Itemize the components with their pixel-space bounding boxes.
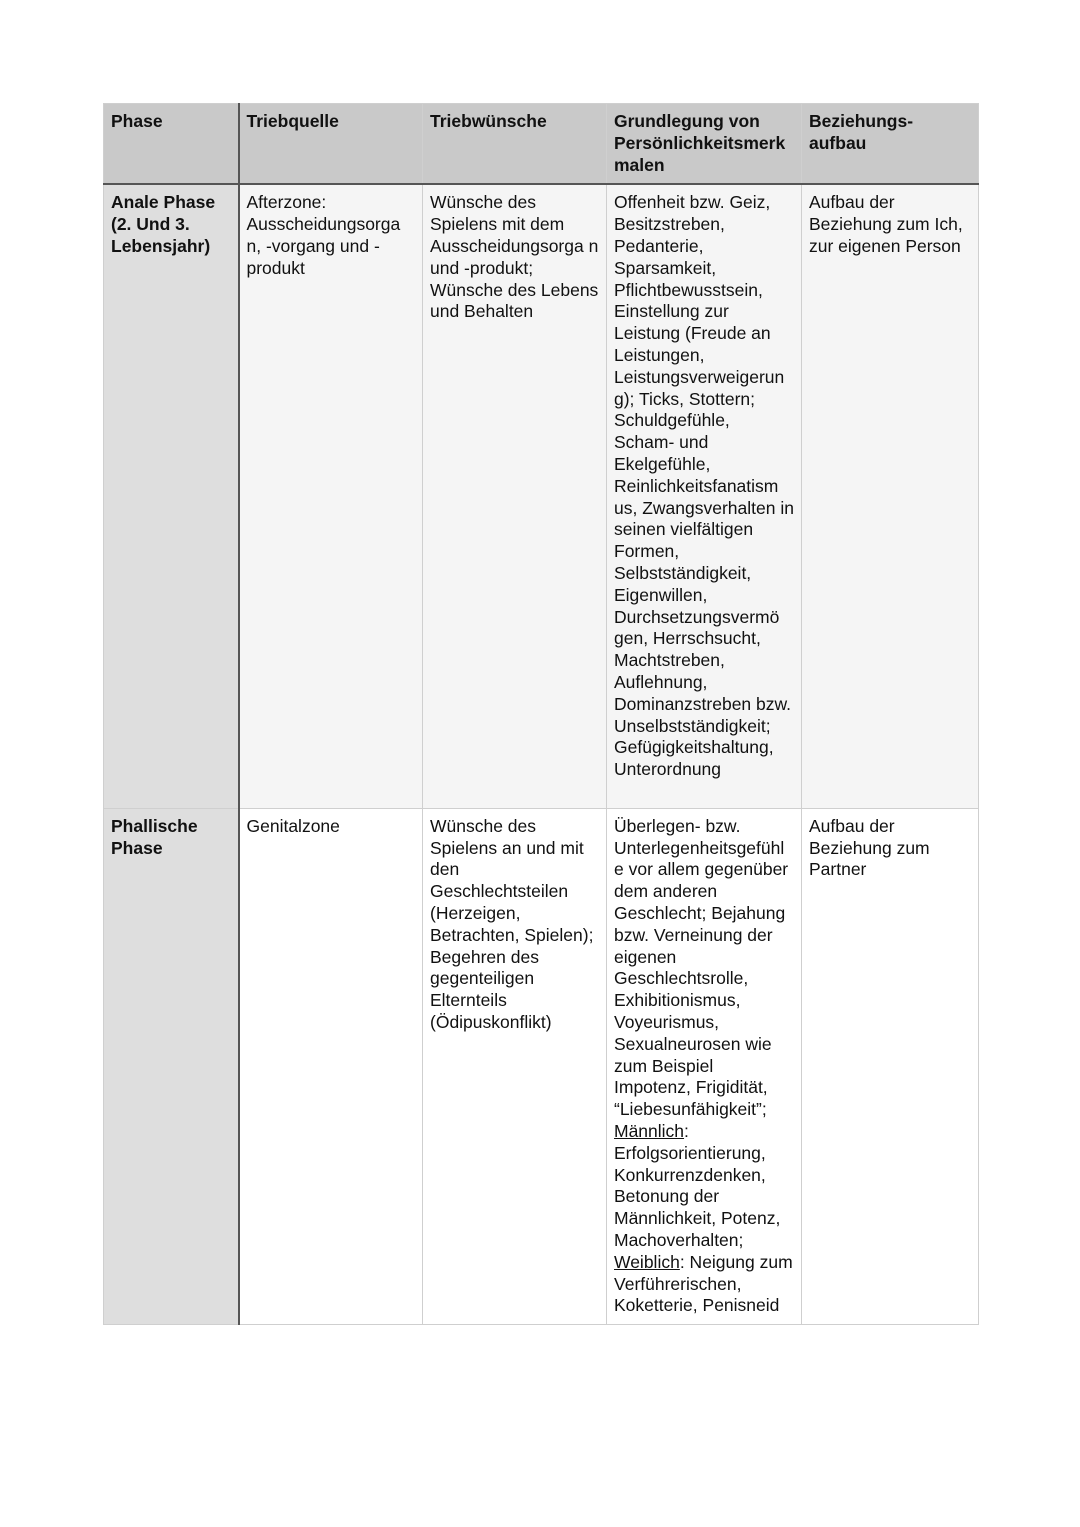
header-triebquelle: Triebquelle <box>239 104 423 185</box>
maennlich-text: : Erfolgsorientierung, Konkurrenzdenken, Betonung der Männlichkeit, Potenz, Machoverhalten; <box>614 1121 781 1251</box>
header-phase: Phase <box>104 104 239 185</box>
cell-triebwuensche: Wünsche des Spielens an und mit den Geschlechtsteilen (Herzeigen, Betrachten, Spielen); Begehren des gegenteiligen Elternteils (Ödipuskonflikt) <box>423 808 607 1324</box>
table-row-anale-phase <box>104 184 979 808</box>
cell-phase: Anale Phase (2. Und 3. Lebensjahr) <box>104 184 239 808</box>
header-beziehungsaufbau: Beziehungs- aufbau <box>802 104 979 185</box>
table-row-phallische-phase <box>104 808 979 1324</box>
maennlich-label: Männlich <box>614 1121 685 1142</box>
cell-triebwuensche: Wünsche des Spielens mit dem Ausscheidungsorga n und -produkt; Wünsche des Lebens und Behalten <box>423 184 607 808</box>
cell-beziehungsaufbau: Aufbau der Beziehung zum Ich, zur eigenen Person <box>802 184 979 808</box>
weiblich-text: : Neigung zum Verführerischen, Koketterie, Penisneid <box>614 1251 793 1316</box>
phases-table <box>103 103 979 1325</box>
header-grundlegung: Grundlegung von Persönlichkeitsmerk malen <box>607 104 802 185</box>
cell-beziehungsaufbau: Aufbau der Beziehung zum Partner <box>802 808 979 1324</box>
cell-grundlegung <box>607 808 802 1324</box>
header-triebwuensche: Triebwünsche <box>423 104 607 185</box>
cell-grundlegung: Offenheit bzw. Geiz, Besitzstreben, Pedanterie, Sparsamkeit, Pflichtbewusstsein, Einstellung zur Leistung (Freude an Leistungen, Leistungsverweigerun g); Ticks, Stottern; Schuldgefühle, Scham- und Ekelgefühle, Reinlichkeitsfanatism us, Zwangsverhalten in seinen vielfältigen Formen, Selbstständigkeit, Eigenwillen, Durchsetzungsvermö gen, Herrschsucht, Machtstreben, Auflehnung, Dominanzstreben bzw. Unselbstständigkeit; Gefügigkeitshaltung, Unterordnung <box>607 184 802 808</box>
grundlegung-intro: Überlegen- bzw. Unterlegenheitsgefühl e vor allem gegenüber dem anderen Geschlecht; Bejahung bzw. Verneinung der eigenen Geschlechtsrolle, Exhibitionismus, Voyeurismus, Sexualneurosen wie zum Beispiel Impotenz, Frigidität, “Liebesunfähigkeit”; <box>614 815 789 1120</box>
cell-triebquelle: Afterzone: Ausscheidungsorga n, -vorgang und -produkt <box>239 184 423 808</box>
weiblich-label: Weiblich <box>614 1251 680 1272</box>
header-row <box>104 104 979 185</box>
cell-triebquelle: Genitalzone <box>239 808 423 1324</box>
cell-phase: Phallische Phase <box>104 808 239 1324</box>
